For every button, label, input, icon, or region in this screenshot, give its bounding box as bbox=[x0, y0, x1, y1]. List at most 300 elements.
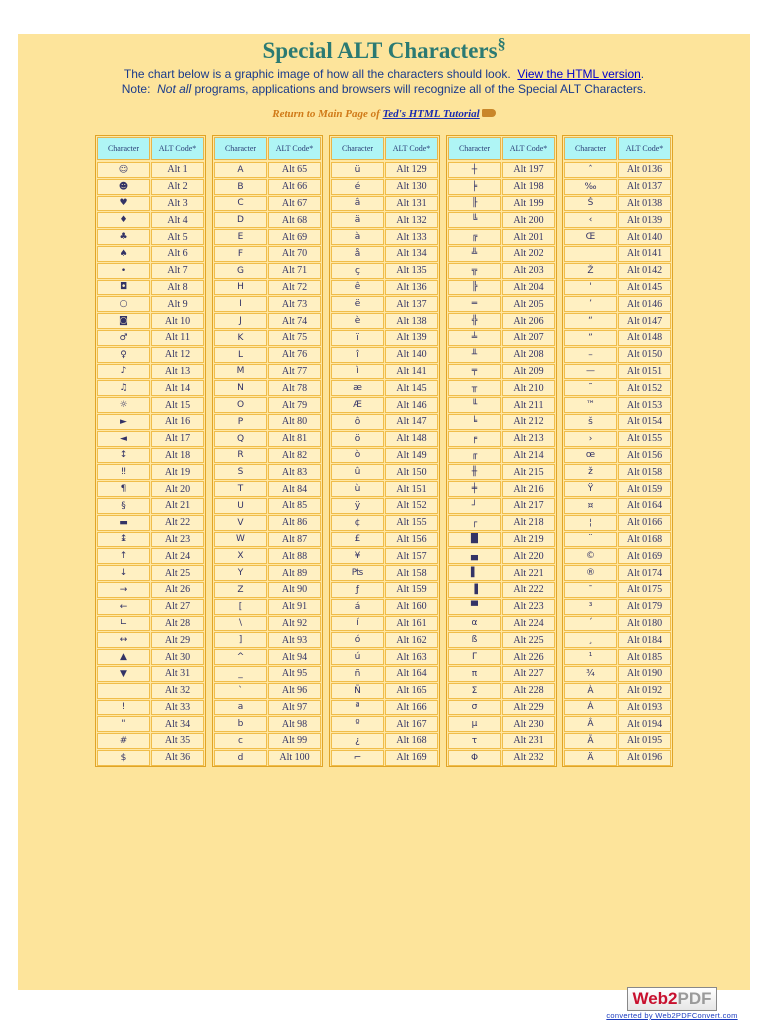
character-cell: H bbox=[214, 280, 267, 296]
table-row bbox=[564, 448, 671, 464]
alt-code-cell: Alt 148 bbox=[385, 431, 438, 447]
character-cell: ╩ bbox=[448, 246, 501, 262]
alt-code-cell: Alt 4 bbox=[151, 212, 204, 228]
table-row bbox=[97, 498, 204, 514]
alt-code-cell: Alt 0169 bbox=[618, 548, 671, 564]
character-cell: X bbox=[214, 548, 267, 564]
alt-code-cell: Alt 0156 bbox=[618, 448, 671, 464]
alt-code-cell: Alt 76 bbox=[268, 347, 321, 363]
pointing-hand-icon bbox=[482, 109, 496, 117]
table-row bbox=[448, 716, 555, 732]
table-row bbox=[448, 212, 555, 228]
alt-code-cell: Alt 88 bbox=[268, 548, 321, 564]
character-cell: ╧ bbox=[448, 330, 501, 346]
table-row bbox=[214, 179, 321, 195]
character-cell: ▬ bbox=[97, 515, 150, 531]
table-row bbox=[214, 716, 321, 732]
alt-code-cell: Alt 34 bbox=[151, 716, 204, 732]
alt-code-cell: Alt 27 bbox=[151, 599, 204, 615]
alt-code-cell: Alt 0155 bbox=[618, 431, 671, 447]
table-row bbox=[214, 632, 321, 648]
alt-code-cell: Alt 84 bbox=[268, 481, 321, 497]
note-text: programs, applications and browsers will recognize all of the Special ALT Characters. bbox=[194, 82, 647, 96]
table-row bbox=[97, 380, 204, 396]
character-cell: Y bbox=[214, 565, 267, 581]
table-row bbox=[448, 582, 555, 598]
character-cell: í bbox=[331, 616, 384, 632]
alt-code-cell: Alt 18 bbox=[151, 448, 204, 464]
character-cell: ▼ bbox=[97, 666, 150, 682]
alt-code-cell: Alt 230 bbox=[502, 716, 555, 732]
table-row bbox=[331, 296, 438, 312]
intro-line-1 bbox=[18, 67, 750, 82]
character-cell: " bbox=[97, 716, 150, 732]
character-cell: B bbox=[214, 179, 267, 195]
alt-code-cell: Alt 67 bbox=[268, 196, 321, 212]
character-cell: ╒ bbox=[448, 431, 501, 447]
table-row bbox=[214, 296, 321, 312]
table-row bbox=[564, 313, 671, 329]
alt-code-cell: Alt 89 bbox=[268, 565, 321, 581]
table-header bbox=[448, 137, 555, 160]
alt-code-cell: Alt 0193 bbox=[618, 700, 671, 716]
table-row bbox=[448, 750, 555, 766]
character-cell: ì bbox=[331, 364, 384, 380]
table-row bbox=[97, 229, 204, 245]
alt-code-cell: Alt 198 bbox=[502, 179, 555, 195]
alt-code-cell: Alt 0154 bbox=[618, 414, 671, 430]
table-row bbox=[448, 246, 555, 262]
alt-code-cell: Alt 0158 bbox=[618, 464, 671, 480]
character-cell: ┘ bbox=[448, 498, 501, 514]
table-row bbox=[564, 565, 671, 581]
alt-code-cell: Alt 0196 bbox=[618, 750, 671, 766]
table-row bbox=[214, 616, 321, 632]
character-cell: ♦ bbox=[97, 212, 150, 228]
table-row bbox=[97, 616, 204, 632]
table-row bbox=[97, 464, 204, 480]
table-row bbox=[214, 515, 321, 531]
table-row bbox=[331, 481, 438, 497]
table-row bbox=[331, 565, 438, 581]
table-row bbox=[97, 700, 204, 716]
alt-code-cell: Alt 0142 bbox=[618, 263, 671, 279]
character-cell: ] bbox=[214, 632, 267, 648]
table-row bbox=[564, 330, 671, 346]
character-cell: ó bbox=[331, 632, 384, 648]
alt-code-cell: Alt 224 bbox=[502, 616, 555, 632]
character-cell: ö bbox=[331, 431, 384, 447]
table-row bbox=[564, 246, 671, 262]
character-cell: ♣ bbox=[97, 229, 150, 245]
alt-code-cell: Alt 100 bbox=[268, 750, 321, 766]
alt-code-cell: Alt 83 bbox=[268, 464, 321, 480]
alt-code-cell: Alt 0168 bbox=[618, 532, 671, 548]
table-row bbox=[97, 649, 204, 665]
table-row bbox=[97, 515, 204, 531]
table-row bbox=[214, 582, 321, 598]
character-cell: ¦ bbox=[564, 515, 617, 531]
character-cell: ╨ bbox=[448, 347, 501, 363]
character-cell: ♠ bbox=[97, 246, 150, 262]
character-cell: Ž bbox=[564, 263, 617, 279]
table-row bbox=[214, 431, 321, 447]
alt-code-cell: Alt 12 bbox=[151, 347, 204, 363]
alt-code-cell: Alt 0141 bbox=[618, 246, 671, 262]
alt-code-cell: Alt 8 bbox=[151, 280, 204, 296]
header-alt-code: ALT Code* bbox=[385, 137, 438, 160]
character-cell: → bbox=[97, 582, 150, 598]
table-row bbox=[97, 263, 204, 279]
character-cell: ƒ bbox=[331, 582, 384, 598]
character-cell: š bbox=[564, 414, 617, 430]
table-row bbox=[214, 498, 321, 514]
table-row bbox=[331, 229, 438, 245]
character-cell: è bbox=[331, 313, 384, 329]
alt-code-cell: Alt 1 bbox=[151, 162, 204, 178]
table-row bbox=[331, 548, 438, 564]
character-cell: G bbox=[214, 263, 267, 279]
table-row bbox=[214, 162, 321, 178]
character-cell: ← bbox=[97, 599, 150, 615]
character-cell: a bbox=[214, 700, 267, 716]
alt-code-cell: Alt 0190 bbox=[618, 666, 671, 682]
char-table-2 bbox=[212, 135, 323, 767]
alt-code-cell: Alt 200 bbox=[502, 212, 555, 228]
character-cell: ˜ bbox=[564, 380, 617, 396]
table-row bbox=[564, 548, 671, 564]
character-cell: C bbox=[214, 196, 267, 212]
table-row bbox=[214, 448, 321, 464]
alt-code-cell: Alt 223 bbox=[502, 599, 555, 615]
brand-web2: Web2 bbox=[632, 989, 678, 1008]
table-row bbox=[448, 481, 555, 497]
character-cell: N bbox=[214, 380, 267, 396]
section-mark: § bbox=[497, 36, 506, 53]
table-row bbox=[448, 683, 555, 699]
character-cell: æ bbox=[331, 380, 384, 396]
table-body bbox=[331, 162, 438, 767]
character-cell: ‰ bbox=[564, 179, 617, 195]
alt-code-cell: Alt 0166 bbox=[618, 515, 671, 531]
table-body bbox=[448, 162, 555, 767]
table-row bbox=[214, 414, 321, 430]
table-row bbox=[331, 380, 438, 396]
alt-code-cell: Alt 31 bbox=[151, 666, 204, 682]
alt-code-cell: Alt 207 bbox=[502, 330, 555, 346]
table-row bbox=[331, 716, 438, 732]
alt-code-cell: Alt 29 bbox=[151, 632, 204, 648]
character-cell: P bbox=[214, 414, 267, 430]
alt-code-cell: Alt 81 bbox=[268, 431, 321, 447]
character-cell: ⌐ bbox=[331, 750, 384, 766]
table-row bbox=[97, 716, 204, 732]
character-cell: ¹ bbox=[564, 649, 617, 665]
table-row bbox=[448, 448, 555, 464]
character-cell: Ÿ bbox=[564, 481, 617, 497]
alt-code-cell: Alt 79 bbox=[268, 397, 321, 413]
alt-code-cell: Alt 219 bbox=[502, 532, 555, 548]
character-cell: ► bbox=[97, 414, 150, 430]
table-row bbox=[214, 464, 321, 480]
character-cell: ╘ bbox=[448, 414, 501, 430]
alt-code-cell: Alt 0150 bbox=[618, 347, 671, 363]
character-cell: ™ bbox=[564, 397, 617, 413]
character-cell: L bbox=[214, 347, 267, 363]
table-row bbox=[564, 750, 671, 766]
page-title-text: Special ALT Characters bbox=[262, 38, 498, 63]
table-body bbox=[97, 162, 204, 767]
alt-code-cell: Alt 215 bbox=[502, 464, 555, 480]
table-row bbox=[564, 616, 671, 632]
character-cell: F bbox=[214, 246, 267, 262]
alt-code-cell: Alt 13 bbox=[151, 364, 204, 380]
alt-code-cell: Alt 0145 bbox=[618, 280, 671, 296]
page-background bbox=[18, 34, 750, 990]
table-row bbox=[564, 649, 671, 665]
alt-code-cell: Alt 0159 bbox=[618, 481, 671, 497]
alt-code-cell: Alt 94 bbox=[268, 649, 321, 665]
table-row bbox=[97, 448, 204, 464]
character-cell: ↓ bbox=[97, 565, 150, 581]
character-cell: ¨ bbox=[564, 532, 617, 548]
character-cell: ╟ bbox=[448, 196, 501, 212]
alt-code-cell: Alt 6 bbox=[151, 246, 204, 262]
page-title bbox=[18, 38, 750, 64]
table-row bbox=[331, 280, 438, 296]
character-cell: ╚ bbox=[448, 212, 501, 228]
table-row bbox=[331, 431, 438, 447]
character-cell: ╥ bbox=[448, 380, 501, 396]
table-row bbox=[97, 330, 204, 346]
alt-code-cell: Alt 82 bbox=[268, 448, 321, 464]
table-row bbox=[448, 313, 555, 329]
alt-code-cell: Alt 69 bbox=[268, 229, 321, 245]
alt-code-cell: Alt 14 bbox=[151, 380, 204, 396]
alt-code-cell: Alt 156 bbox=[385, 532, 438, 548]
character-cell: ╪ bbox=[448, 481, 501, 497]
character-cell: ô bbox=[331, 414, 384, 430]
character-cell: ä bbox=[331, 212, 384, 228]
character-cell: ù bbox=[331, 481, 384, 497]
character-cell: ’ bbox=[564, 296, 617, 312]
character-cell: τ bbox=[448, 733, 501, 749]
character-cell: ß bbox=[448, 632, 501, 648]
alt-code-cell: Alt 0153 bbox=[618, 397, 671, 413]
character-cell: ¸ bbox=[564, 632, 617, 648]
alt-code-cell: Alt 75 bbox=[268, 330, 321, 346]
character-cell: Φ bbox=[448, 750, 501, 766]
character-cell: à bbox=[331, 229, 384, 245]
table-row bbox=[564, 582, 671, 598]
character-cell: ” bbox=[564, 330, 617, 346]
table-body bbox=[564, 162, 671, 767]
alt-code-cell: Alt 0137 bbox=[618, 179, 671, 195]
table-row bbox=[448, 280, 555, 296]
table-row bbox=[448, 347, 555, 363]
character-cell: ☼ bbox=[97, 397, 150, 413]
alt-code-cell: Alt 23 bbox=[151, 532, 204, 548]
alt-code-cell: Alt 17 bbox=[151, 431, 204, 447]
alt-code-cell: Alt 132 bbox=[385, 212, 438, 228]
table-row bbox=[331, 599, 438, 615]
alt-code-cell: Alt 151 bbox=[385, 481, 438, 497]
table-row bbox=[564, 397, 671, 413]
character-cell: ¶ bbox=[97, 481, 150, 497]
table-row bbox=[331, 364, 438, 380]
alt-code-cell: Alt 209 bbox=[502, 364, 555, 380]
header-character: Character bbox=[448, 137, 501, 160]
table-row bbox=[214, 246, 321, 262]
character-cell: ï bbox=[331, 330, 384, 346]
alt-code-cell: Alt 199 bbox=[502, 196, 555, 212]
alt-code-cell: Alt 30 bbox=[151, 649, 204, 665]
table-row bbox=[331, 162, 438, 178]
character-cell: ◙ bbox=[97, 313, 150, 329]
character-cell: Σ bbox=[448, 683, 501, 699]
character-cell: ‼ bbox=[97, 464, 150, 480]
character-cell: ☺ bbox=[97, 162, 150, 178]
intro-line-2 bbox=[18, 82, 750, 97]
character-cell: ↑ bbox=[97, 548, 150, 564]
table-row bbox=[564, 700, 671, 716]
alt-code-cell: Alt 74 bbox=[268, 313, 321, 329]
alt-code-cell: Alt 216 bbox=[502, 481, 555, 497]
alt-code-cell: Alt 3 bbox=[151, 196, 204, 212]
character-cell: A bbox=[214, 162, 267, 178]
table-row bbox=[448, 196, 555, 212]
alt-code-cell: Alt 2 bbox=[151, 179, 204, 195]
table-row bbox=[448, 414, 555, 430]
character-cell: ‹ bbox=[564, 212, 617, 228]
alt-code-cell: Alt 169 bbox=[385, 750, 438, 766]
table-row bbox=[448, 515, 555, 531]
character-cell: ñ bbox=[331, 666, 384, 682]
teds-html-tutorial-link[interactable]: Ted's HTML Tutorial bbox=[382, 108, 480, 120]
alt-code-cell: Alt 15 bbox=[151, 397, 204, 413]
alt-code-cell: Alt 150 bbox=[385, 464, 438, 480]
alt-code-cell: Alt 32 bbox=[151, 683, 204, 699]
alt-code-cell: Alt 203 bbox=[502, 263, 555, 279]
character-cell: • bbox=[97, 263, 150, 279]
alt-code-cell: Alt 231 bbox=[502, 733, 555, 749]
alt-code-cell: Alt 141 bbox=[385, 364, 438, 380]
table-row bbox=[331, 196, 438, 212]
character-cell: © bbox=[564, 548, 617, 564]
character-cell bbox=[564, 246, 617, 262]
alt-code-cell: Alt 22 bbox=[151, 515, 204, 531]
character-cell: ○ bbox=[97, 296, 150, 312]
alt-code-cell: Alt 214 bbox=[502, 448, 555, 464]
alt-code-cell: Alt 212 bbox=[502, 414, 555, 430]
character-cell: ë bbox=[331, 296, 384, 312]
character-cell: Š bbox=[564, 196, 617, 212]
alt-code-cell: Alt 229 bbox=[502, 700, 555, 716]
alt-code-cell: Alt 204 bbox=[502, 280, 555, 296]
table-row bbox=[564, 599, 671, 615]
table-row bbox=[97, 347, 204, 363]
table-row bbox=[214, 599, 321, 615]
intro-text bbox=[18, 67, 750, 97]
alt-code-cell: Alt 165 bbox=[385, 683, 438, 699]
character-cell: î bbox=[331, 347, 384, 363]
character-cell: µ bbox=[448, 716, 501, 732]
table-row bbox=[97, 582, 204, 598]
table-row bbox=[564, 464, 671, 480]
alt-code-cell: Alt 0146 bbox=[618, 296, 671, 312]
table-row bbox=[331, 666, 438, 682]
character-cell: ∟ bbox=[97, 616, 150, 632]
table-row bbox=[331, 414, 438, 430]
web2pdf-logo bbox=[592, 987, 752, 1023]
character-cell: Ä bbox=[564, 750, 617, 766]
table-row bbox=[214, 330, 321, 346]
table-row bbox=[97, 548, 204, 564]
alt-code-cell: Alt 91 bbox=[268, 599, 321, 615]
alt-code-cell: Alt 197 bbox=[502, 162, 555, 178]
character-cell: á bbox=[331, 599, 384, 615]
converted-by-link[interactable]: converted by Web2PDFConvert.com bbox=[606, 1011, 738, 1020]
alt-code-cell: Alt 10 bbox=[151, 313, 204, 329]
table-row bbox=[97, 683, 204, 699]
character-cell: ╠ bbox=[448, 280, 501, 296]
header-character: Character bbox=[214, 137, 267, 160]
alt-code-cell: Alt 5 bbox=[151, 229, 204, 245]
header-character: Character bbox=[564, 137, 617, 160]
return-line bbox=[18, 108, 750, 120]
alt-code-cell: Alt 158 bbox=[385, 565, 438, 581]
alt-code-cell: Alt 166 bbox=[385, 700, 438, 716]
alt-code-cell: Alt 97 bbox=[268, 700, 321, 716]
character-cell: ╫ bbox=[448, 464, 501, 480]
character-cell: K bbox=[214, 330, 267, 346]
table-row bbox=[448, 649, 555, 665]
table-row bbox=[448, 364, 555, 380]
character-cell: “ bbox=[564, 313, 617, 329]
character-cell: J bbox=[214, 313, 267, 329]
character-cell: ╙ bbox=[448, 397, 501, 413]
character-cell: M bbox=[214, 364, 267, 380]
character-cell: ò bbox=[331, 448, 384, 464]
character-cell: █ bbox=[448, 532, 501, 548]
table-row bbox=[214, 280, 321, 296]
alt-code-cell: Alt 36 bbox=[151, 750, 204, 766]
alt-code-cell: Alt 221 bbox=[502, 565, 555, 581]
table-row bbox=[97, 481, 204, 497]
alt-code-cell: Alt 65 bbox=[268, 162, 321, 178]
alt-code-cell: Alt 25 bbox=[151, 565, 204, 581]
character-cell: ® bbox=[564, 565, 617, 581]
table-row bbox=[214, 750, 321, 766]
table-row bbox=[331, 397, 438, 413]
character-cell: ▐ bbox=[448, 582, 501, 598]
table-row bbox=[448, 616, 555, 632]
alt-code-cell: Alt 147 bbox=[385, 414, 438, 430]
character-cell: ▄ bbox=[448, 548, 501, 564]
char-table-3 bbox=[329, 135, 440, 767]
character-cell: ╬ bbox=[448, 313, 501, 329]
character-cell: â bbox=[331, 196, 384, 212]
table-row bbox=[214, 733, 321, 749]
table-row bbox=[564, 716, 671, 732]
view-html-version-link[interactable]: View the HTML version bbox=[517, 67, 641, 81]
character-cell: À bbox=[564, 683, 617, 699]
table-row bbox=[448, 263, 555, 279]
table-row bbox=[97, 532, 204, 548]
alt-code-cell: Alt 90 bbox=[268, 582, 321, 598]
alt-code-cell: Alt 0174 bbox=[618, 565, 671, 581]
character-cell: ^ bbox=[214, 649, 267, 665]
